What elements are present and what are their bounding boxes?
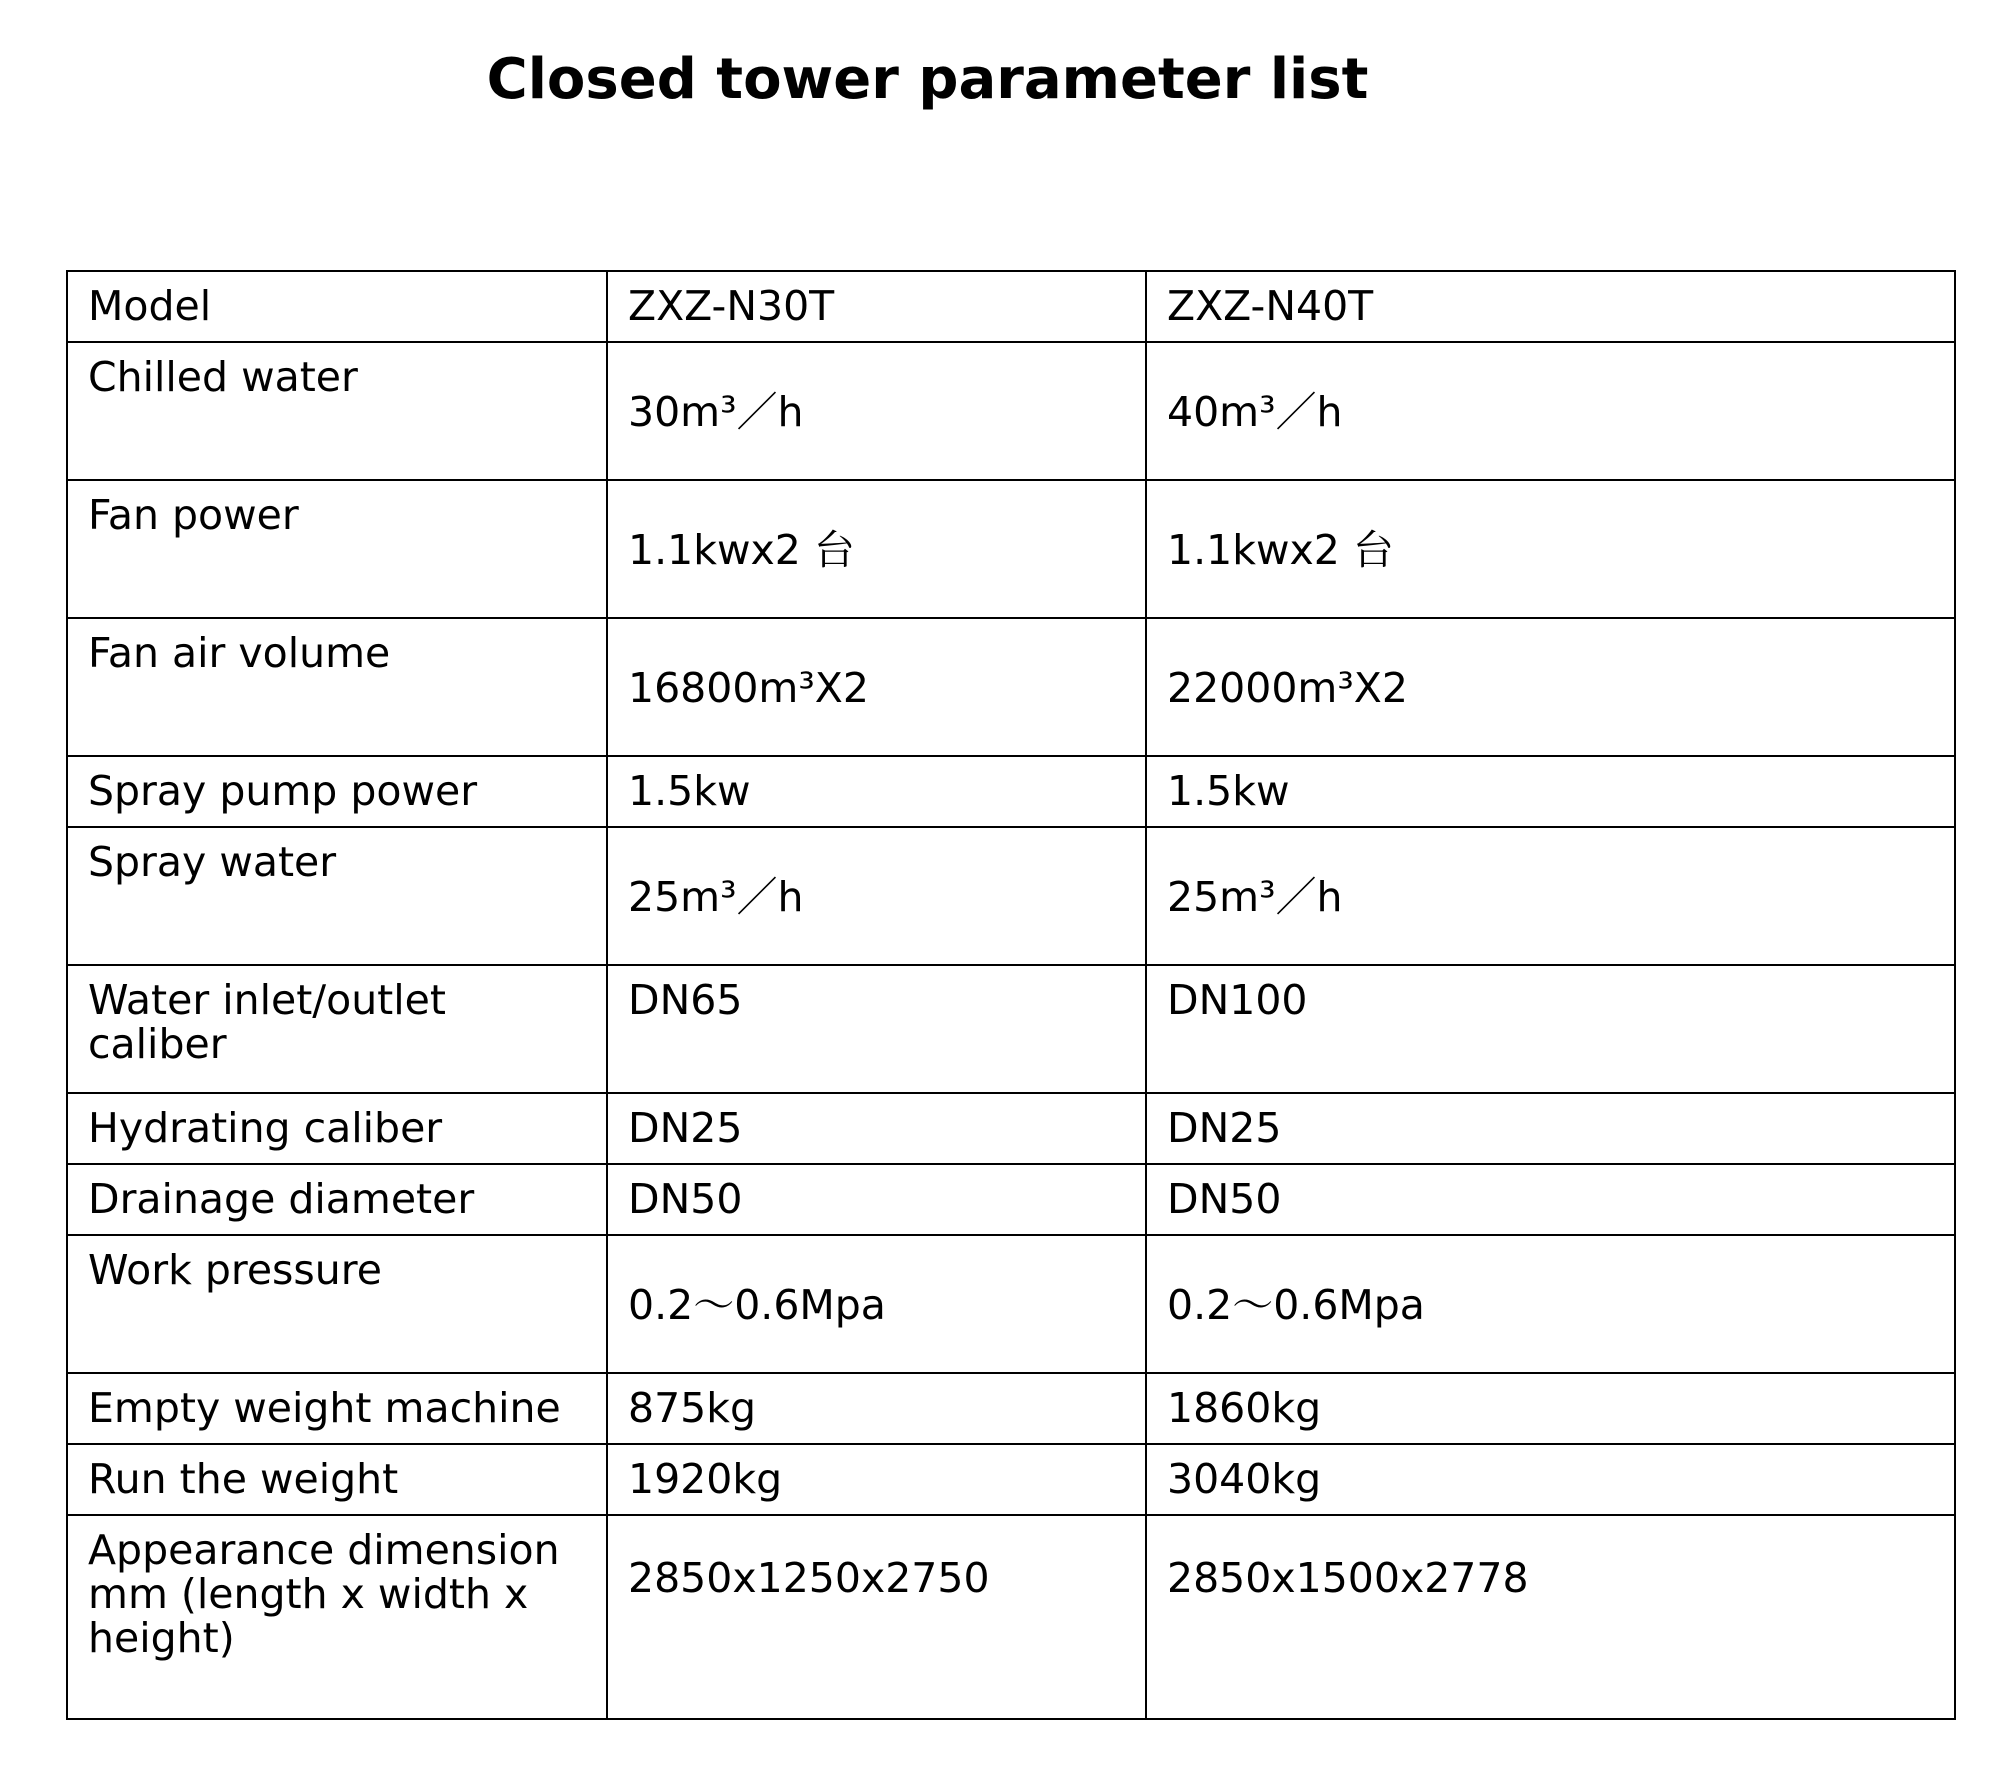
table-row-fan-air-volume: [67, 618, 1955, 756]
row-label: Water inlet/outlet caliber: [67, 965, 607, 1093]
table-row-drainage-diameter: [67, 1164, 1955, 1235]
row-label: Fan power: [67, 480, 607, 618]
row-label: Run the weight: [67, 1444, 607, 1515]
row-label: Hydrating caliber: [67, 1093, 607, 1164]
row-label: Spray water: [67, 827, 607, 965]
row-label: Work pressure: [67, 1235, 607, 1373]
row-label: Chilled water: [67, 342, 607, 480]
parameter-table: [66, 270, 1956, 1720]
cell-value: DN25: [607, 1093, 1146, 1164]
cell-value: 30m³／h: [607, 342, 1146, 480]
table-row-work-pressure: [67, 1235, 1955, 1373]
table-row-hydrating-caliber: [67, 1093, 1955, 1164]
cell-value: 25m³／h: [1146, 827, 1955, 965]
cell-value: 1.1kwx2 台: [1146, 480, 1955, 618]
cell-value: 0.2～0.6Mpa: [607, 1235, 1146, 1373]
cell-value: DN65: [607, 965, 1146, 1093]
row-label: Appearance dimension mm (length x width x height): [67, 1515, 607, 1719]
table-row-chilled-water: [67, 342, 1955, 480]
cell-value: DN50: [1146, 1164, 1955, 1235]
table-row-water-inlet-outlet-caliber: [67, 965, 1955, 1093]
table-row-model: [67, 271, 1955, 342]
row-label: Spray pump power: [67, 756, 607, 827]
cell-value: DN25: [1146, 1093, 1955, 1164]
cell-value: 1920kg: [607, 1444, 1146, 1515]
cell-value: 1.5kw: [1146, 756, 1955, 827]
cell-value: 1.5kw: [607, 756, 1146, 827]
cell-value: 40m³／h: [1146, 342, 1955, 480]
document-title: Closed tower parameter list: [486, 47, 1369, 112]
table-row-empty-weight-machine: [67, 1373, 1955, 1444]
table-row-fan-power: [67, 480, 1955, 618]
cell-value: DN50: [607, 1164, 1146, 1235]
cell-value: 2850x1500x2778: [1146, 1515, 1955, 1719]
cell-value: DN100: [1146, 965, 1955, 1093]
cell-value: 1860kg: [1146, 1373, 1955, 1444]
cell-value: ZXZ-N30T: [607, 271, 1146, 342]
table-row-spray-pump-power: [67, 756, 1955, 827]
row-label: Model: [67, 271, 607, 342]
table-row-spray-water: [67, 827, 1955, 965]
cell-value: 22000m³X2: [1146, 618, 1955, 756]
row-label: Fan air volume: [67, 618, 607, 756]
table-row-appearance-dimension: [67, 1515, 1955, 1719]
cell-value: 0.2～0.6Mpa: [1146, 1235, 1955, 1373]
cell-value: 3040kg: [1146, 1444, 1955, 1515]
cell-value: 16800m³X2: [607, 618, 1146, 756]
cell-value: 25m³／h: [607, 827, 1146, 965]
cell-value: ZXZ-N40T: [1146, 271, 1955, 342]
row-label: Empty weight machine: [67, 1373, 607, 1444]
cell-value: 875kg: [607, 1373, 1146, 1444]
cell-value: 1.1kwx2 台: [607, 480, 1146, 618]
row-label: Drainage diameter: [67, 1164, 607, 1235]
cell-value: 2850x1250x2750: [607, 1515, 1146, 1719]
table-row-run-the-weight: [67, 1444, 1955, 1515]
